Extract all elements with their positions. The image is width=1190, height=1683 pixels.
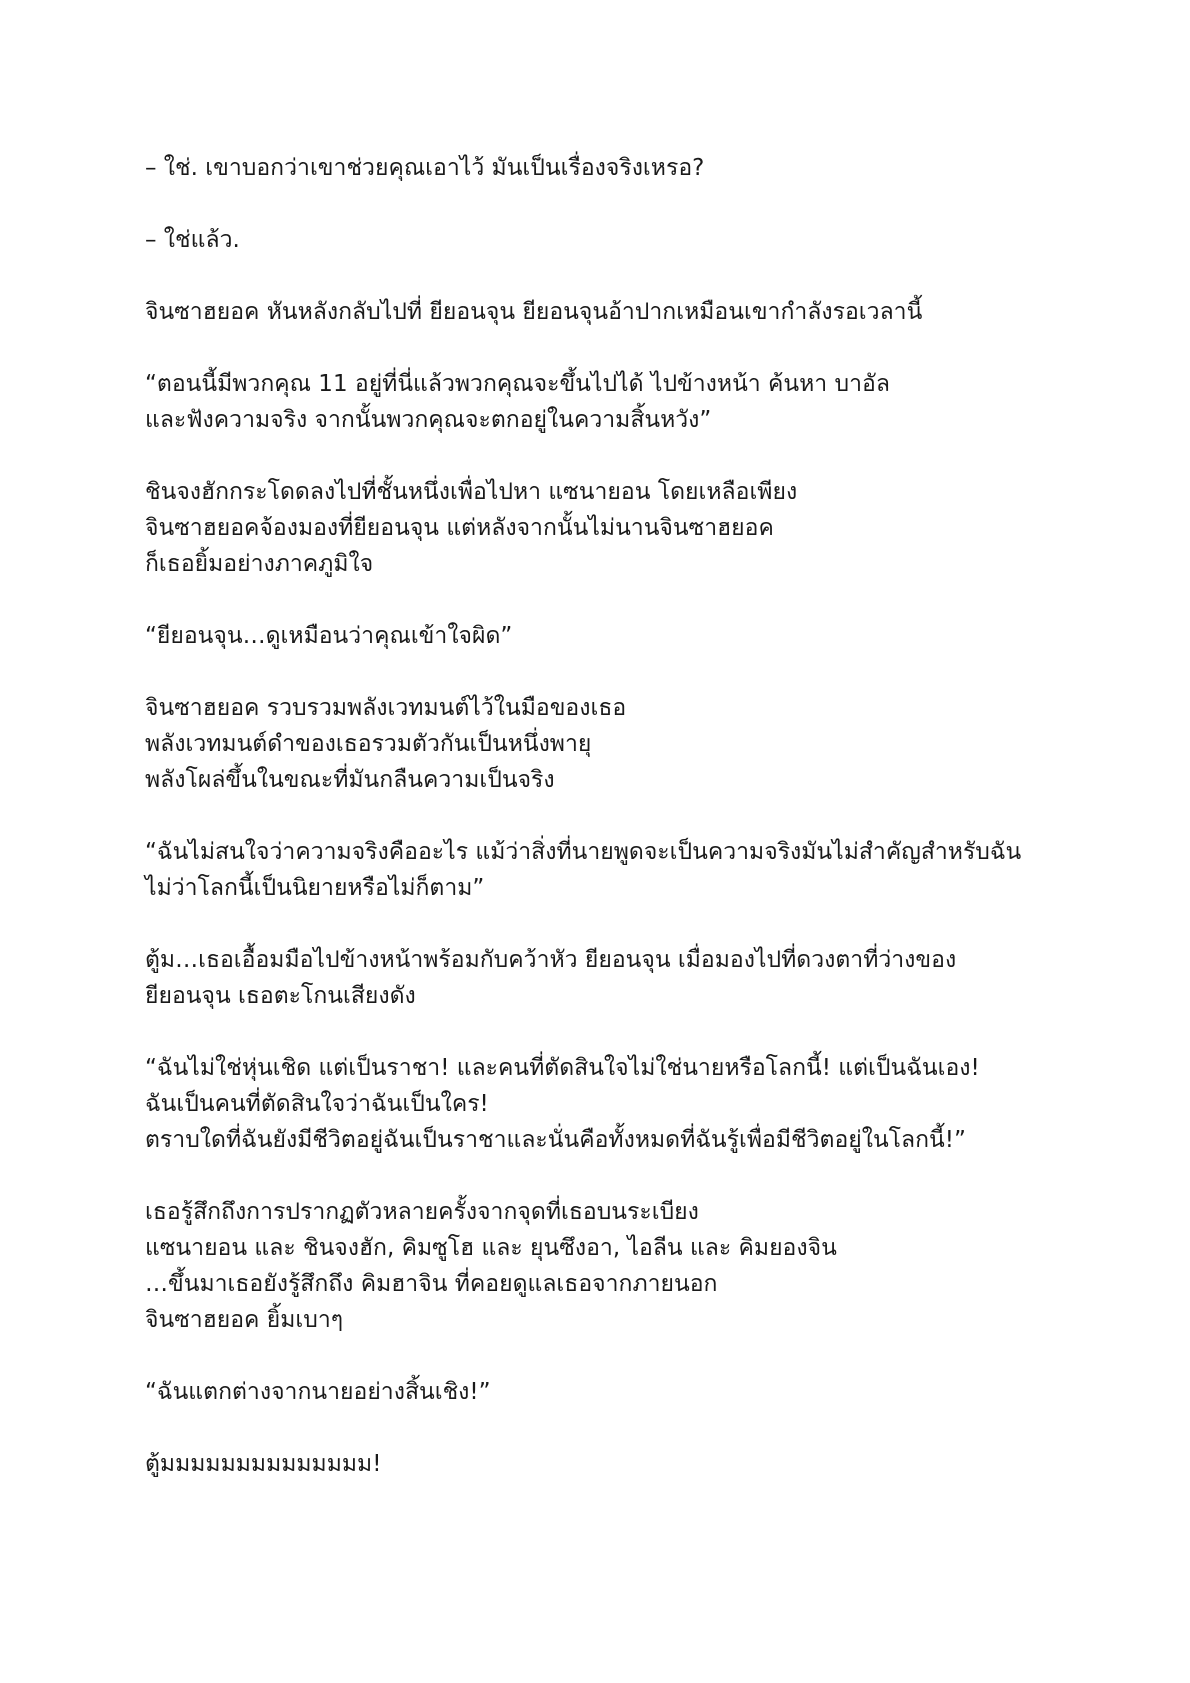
text-line: ก็เธอยิ้มอย่างภาคภูมิใจ: [145, 551, 374, 577]
paragraph-narration-turn: [145, 294, 1065, 330]
paragraph-quote-truth: [145, 834, 1065, 906]
paragraph-dialogue-confirm-question: [145, 150, 1065, 186]
paragraph-narration-presence: [145, 1194, 1065, 1338]
text-line: จินซาฮยอค หันหลังกลับไปที่ ยียอนจุน ยียอนจุนอ้าปากเหมือนเขากำลังรอเวลานี้: [145, 299, 923, 325]
text-line: ตราบใดที่ฉันยังมีชีวิตอยู่ฉันเป็นราชาและนั่นคือทั้งหมดที่ฉันรู้เพื่อมีชีวิตอยู่ในโลกนี้!”: [145, 1127, 966, 1153]
text-line: “ฉันแตกต่างจากนายอย่างสิ้นเชิง!”: [145, 1379, 491, 1405]
text-line: ยียอนจุน เธอตะโกนเสียงดัง: [145, 983, 416, 1009]
text-line: จินซาฮยอคจ้องมองที่ยียอนจุน แต่หลังจากนั้นไม่นานจินซาฮยอค: [145, 515, 774, 541]
text-line: และฟังความจริง จากนั้นพวกคุณจะตกอยู่ในความสิ้นหวัง”: [145, 407, 712, 433]
text-line: จินซาฮยอค รวบรวมพลังเวทมนต์ไว้ในมือของเธอ: [145, 695, 627, 721]
paragraph-quote-despair: [145, 366, 1065, 438]
text-line: ตู้ม…เธอเอื้อมมือไปข้างหน้าพร้อมกับคว้าหัว ยียอนจุน เมื่อมองไปที่ดวงตาที่ว่างของ: [145, 947, 957, 973]
text-line: ไม่ว่าโลกนี้เป็นนิยายหรือไม่ก็ตาม”: [145, 875, 485, 901]
paragraph-dialogue-answer: [145, 222, 1065, 258]
paragraph-narration-grab: [145, 942, 1065, 1014]
paragraph-sound-effect: [145, 1446, 1065, 1482]
text-line: พลังเวทมนต์ดำของเธอรวมตัวกันเป็นหนึ่งพายุ: [145, 731, 592, 757]
text-line: พลังโผล่ขึ้นในขณะที่มันกลืนความเป็นจริง: [145, 767, 555, 793]
text-line: “ตอนนี้มีพวกคุณ 11 อยู่ที่นี่แล้วพวกคุณจะขึ้นไปได้ ไปข้างหน้า ค้นหา บาอัล: [145, 371, 890, 397]
text-line: ฉันเป็นคนที่ตัดสินใจว่าฉันเป็นใคร!: [145, 1091, 489, 1117]
paragraph-quote-misunderstand: [145, 618, 1065, 654]
paragraph-quote-different: [145, 1374, 1065, 1410]
text-line: เธอรู้สึกถึงการปรากฏตัวหลายครั้งจากจุดที่เธอบนระเบียง: [145, 1199, 699, 1225]
text-line: แซนายอน และ ชินจงฮัก, คิมซูโฮ และ ยุนซึงอา, ไอลีน และ คิมยองจิน: [145, 1235, 837, 1261]
paragraph-narration-jump: [145, 474, 1065, 582]
text-line: …ขึ้นมาเธอยังรู้สึกถึง คิมฮาจิน ที่คอยดูแลเธอจากภายนอก: [145, 1271, 718, 1297]
text-line: จินซาฮยอค ยิ้มเบาๆ: [145, 1307, 344, 1333]
text-line: – ใช่. เขาบอกว่าเขาช่วยคุณเอาไว้ มันเป็นเรื่องจริงเหรอ?: [145, 155, 705, 181]
text-line: – ใช่แล้ว.: [145, 227, 240, 253]
text-line: ชินจงฮักกระโดดลงไปที่ชั้นหนึ่งเพื่อไปหา แซนายอน โดยเหลือเพียง: [145, 479, 798, 505]
paragraph-quote-king: [145, 1050, 1065, 1158]
story-text: [145, 150, 1065, 1518]
text-line: “ฉันไม่ใช่หุ่นเชิด แต่เป็นราชา! และคนที่ตัดสินใจไม่ใช่นายหรือโลกนี้! แต่เป็นฉันเอง!: [145, 1055, 980, 1081]
paragraph-narration-magic: [145, 690, 1065, 798]
text-line: “ยียอนจุน…ดูเหมือนว่าคุณเข้าใจผิด”: [145, 623, 513, 649]
text-line: “ฉันไม่สนใจว่าความจริงคืออะไร แม้ว่าสิ่งที่นายพูดจะเป็นความจริงมันไม่สำคัญสำหรับฉัน: [145, 839, 1022, 865]
text-line: ตู้มมมมมมมมมมมมมม!: [145, 1451, 382, 1477]
